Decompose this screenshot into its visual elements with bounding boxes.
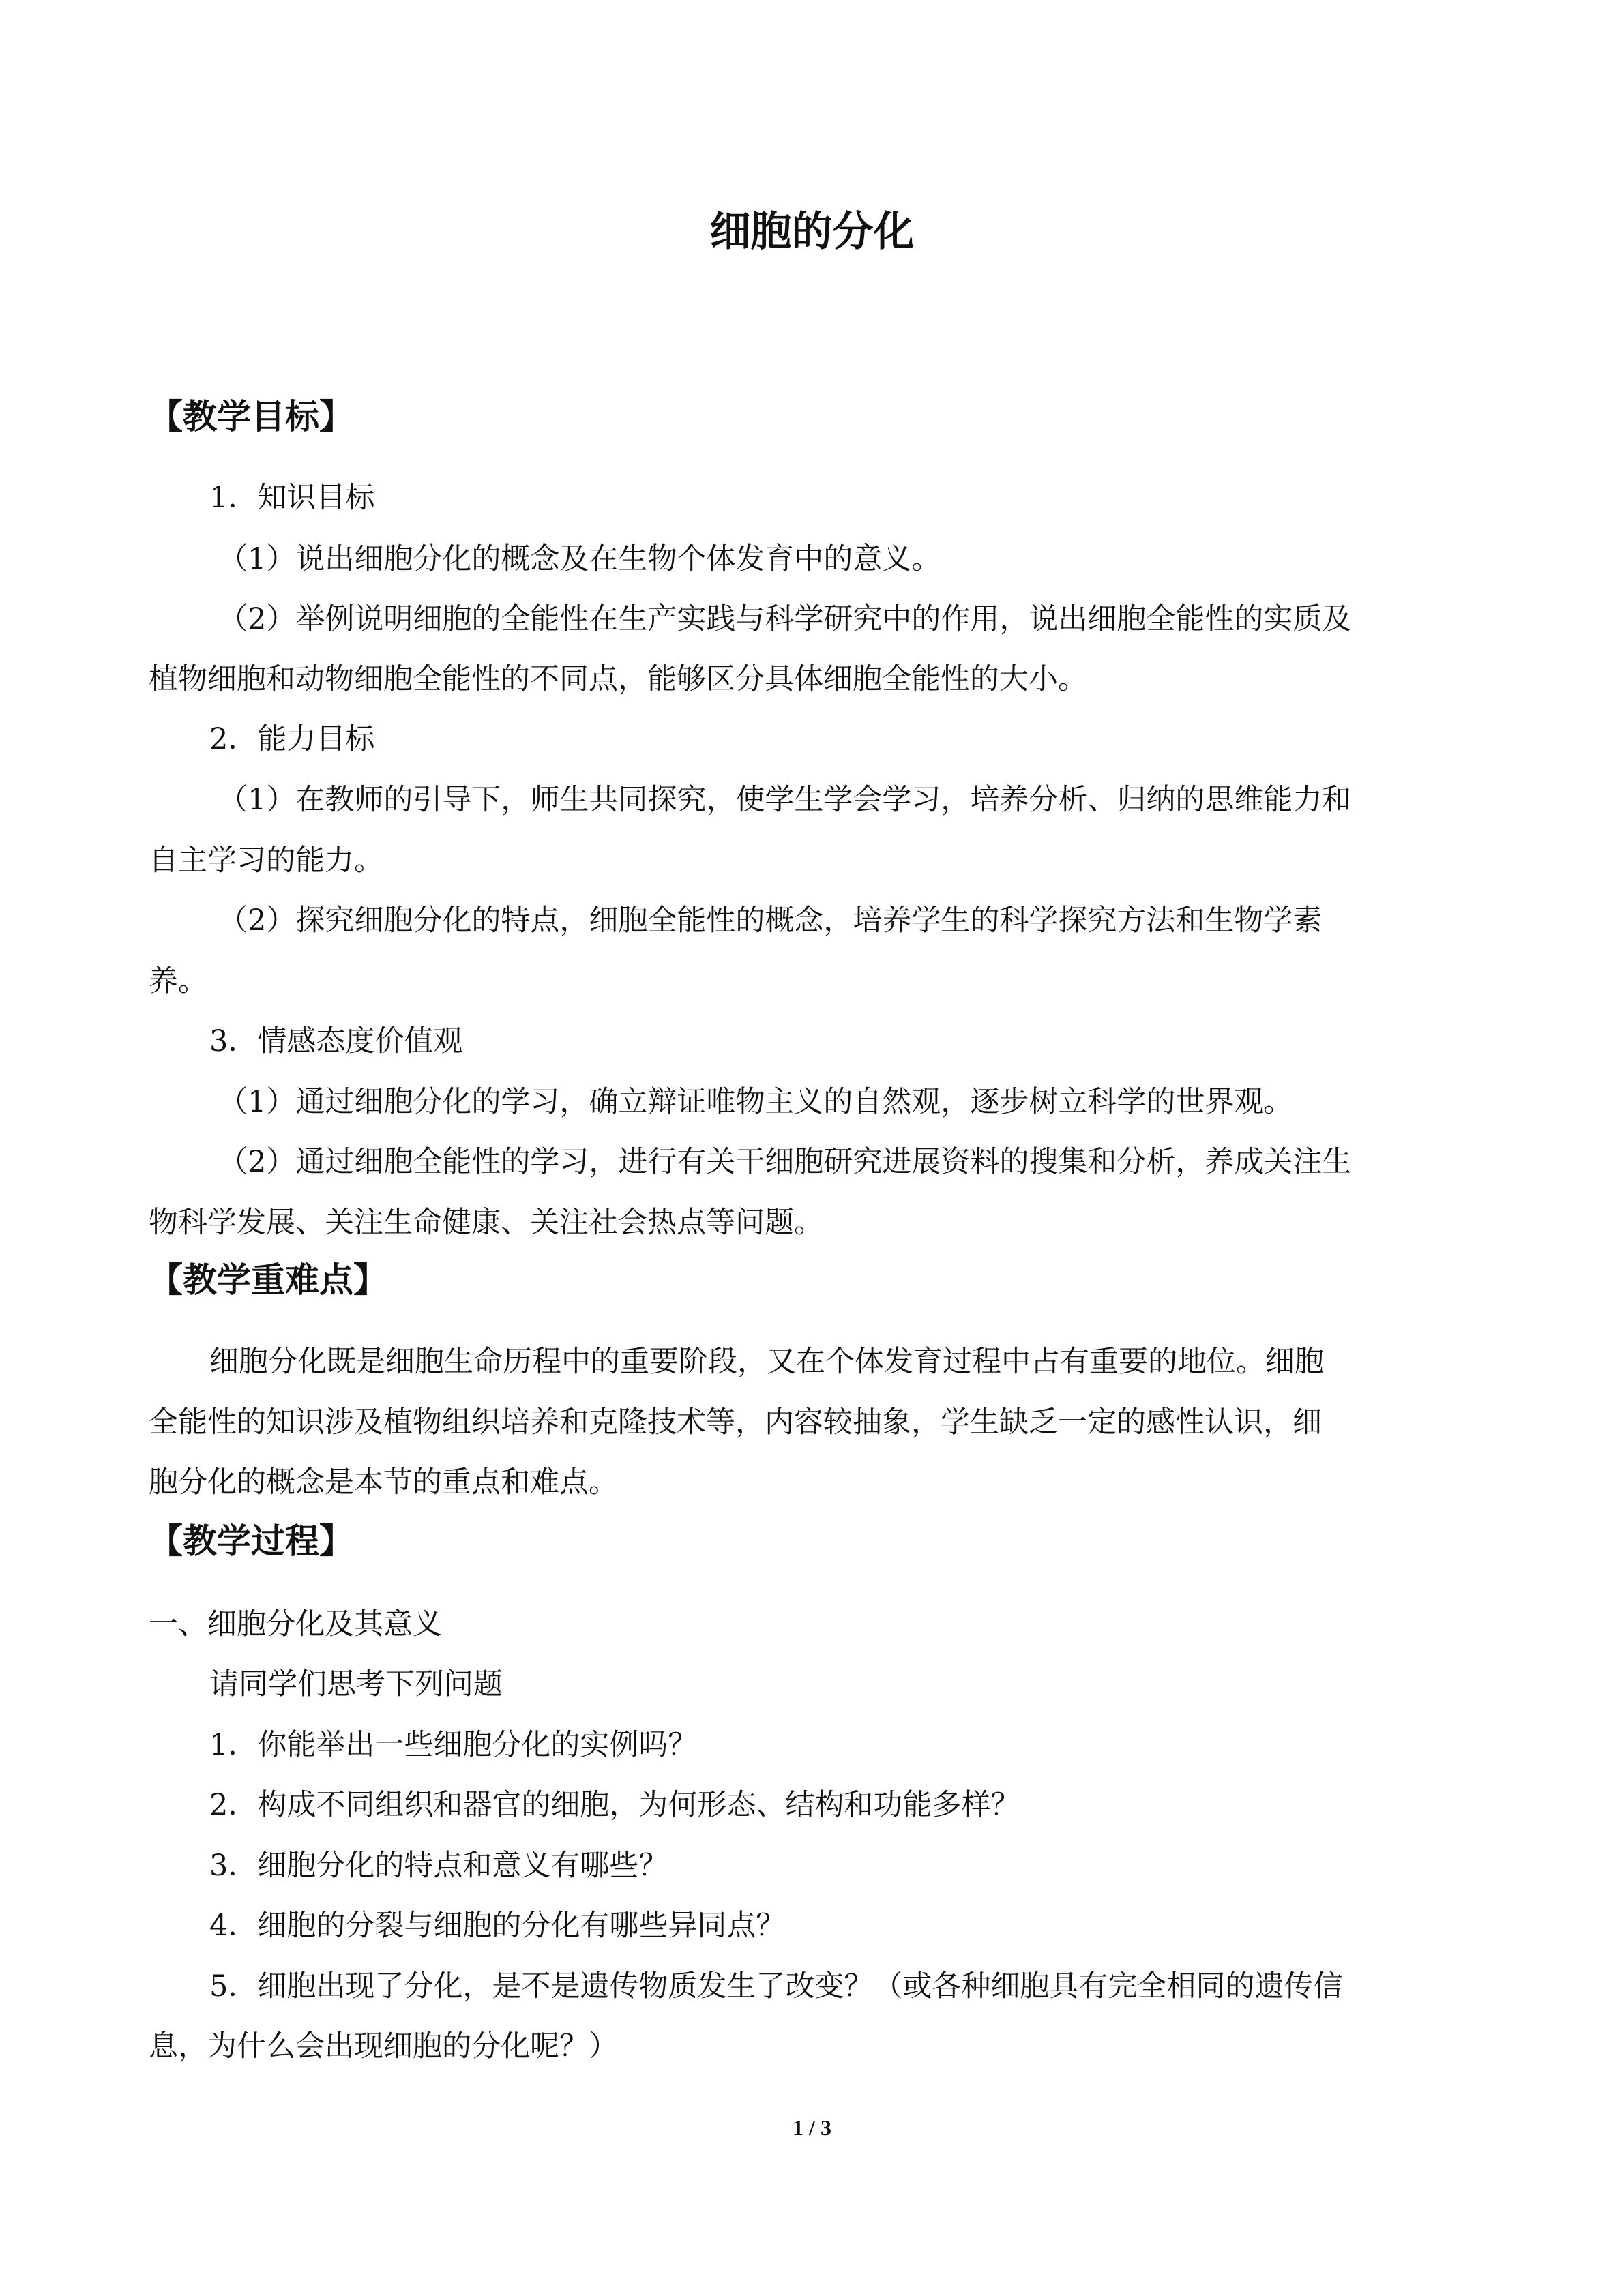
question-1: 1．你能举出一些细胞分化的实例吗？ bbox=[209, 1728, 698, 1762]
key-points-line-1: 细胞分化既是细胞生命历程中的重要阶段，又在个体发育过程中占有重要的地位。细胞 bbox=[209, 1345, 1324, 1379]
question-5: 5．细胞出现了分化，是不是遗传物质发生了改变？（或各种细胞具有完全相同的遗传信 bbox=[209, 1969, 1343, 2003]
page-number: 1 / 3 bbox=[793, 2115, 831, 2140]
emotion-goal-item-1: （1）通过细胞分化的学习，确立辩证唯物主义的自然观，逐步树立科学的世界观。 bbox=[218, 1085, 1293, 1119]
key-points-line-2: 全能性的知识涉及植物组织培养和克隆技术等，内容较抽象，学生缺乏一定的感性认识，细 bbox=[149, 1405, 1322, 1440]
page-title: 细胞的分化 bbox=[709, 208, 915, 256]
knowledge-goal-item-2: （2）举例说明细胞的全能性在生产实践与科学研究中的作用，说出细胞全能性的实质及 bbox=[218, 602, 1352, 636]
process-heading: 【教学过程】 bbox=[149, 1521, 353, 1561]
objectives-heading: 【教学目标】 bbox=[149, 397, 353, 436]
key-points-heading: 【教学重难点】 bbox=[149, 1260, 387, 1300]
emotion-goal-label: 3．情感态度价值观 bbox=[209, 1024, 463, 1058]
process-prompt: 请同学们思考下列问题 bbox=[209, 1667, 503, 1701]
emotion-goal-item-2: （2）通过细胞全能性的学习，进行有关干细胞研究进展资料的搜集和分析，养成关注生 bbox=[218, 1145, 1352, 1179]
ability-goal-item-2-cont: 养。 bbox=[149, 964, 207, 998]
ability-goal-item-2: （2）探究细胞分化的特点，细胞全能性的概念，培养学生的科学探究方法和生物学素 bbox=[218, 904, 1323, 938]
key-points-line-3: 胞分化的概念是本节的重点和难点。 bbox=[149, 1465, 618, 1500]
question-5-cont: 息，为什么会出现细胞的分化呢？） bbox=[149, 2029, 618, 2063]
ability-goal-item-1-cont: 自主学习的能力。 bbox=[149, 844, 383, 878]
emotion-goal-item-2-cont: 物科学发展、关注生命健康、关注社会热点等问题。 bbox=[149, 1206, 823, 1240]
knowledge-goal-item-2-cont: 植物细胞和动物细胞全能性的不同点，能够区分具体细胞全能性的大小。 bbox=[149, 662, 1087, 696]
ability-goal-label: 2．能力目标 bbox=[209, 722, 375, 756]
question-2: 2．构成不同组织和器官的细胞，为何形态、结构和功能多样？ bbox=[209, 1788, 1020, 1822]
question-4: 4．细胞的分裂与细胞的分化有哪些异同点？ bbox=[209, 1909, 786, 1943]
question-3: 3．细胞分化的特点和意义有哪些？ bbox=[209, 1849, 668, 1883]
ability-goal-item-1: （1）在教师的引导下，师生共同探究，使学生学会学习，培养分析、归纳的思维能力和 bbox=[218, 783, 1352, 817]
knowledge-goal-label: 1．知识目标 bbox=[209, 481, 375, 515]
process-part-1: 一、细胞分化及其意义 bbox=[149, 1607, 442, 1641]
knowledge-goal-item-1: （1）说出细胞分化的概念及在生物个体发育中的意义。 bbox=[218, 542, 941, 576]
